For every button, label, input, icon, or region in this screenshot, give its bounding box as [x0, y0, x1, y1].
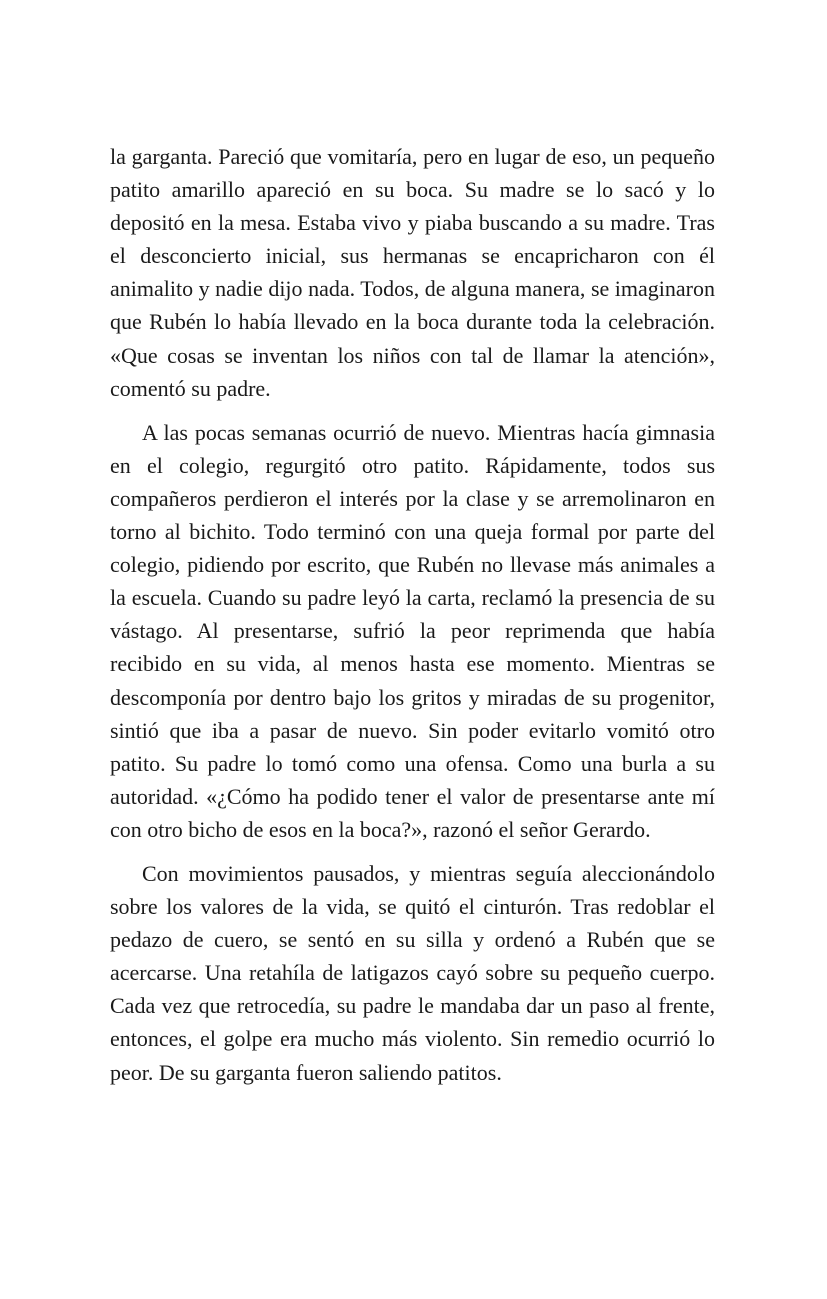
paragraph-1: la garganta. Pareció que vomitaría, pero en lugar de eso, un pequeño patito amarillo apareció en su boca. Su madre se lo sacó y lo depositó en la mesa. Estaba vivo y piaba buscando a su madre. Tras el desconcierto inicial, sus hermanas se encapricharon con él animalito y nadie dijo nada. Todos, de alguna manera, se imaginaron que Rubén lo había llevado en la boca durante toda la celebración. «Que cosas se inventan los niños con tal de llamar la atención», comentó su padre. [110, 144, 715, 401]
paragraph-2: A las pocas semanas ocurrió de nuevo. Mientras hacía gimnasia en el colegio, regurgitó otro patito. Rápidamente, todos sus compañeros perdieron el interés por la clase y se arremolinaron en torno al bichito. Todo terminó con una queja formal por parte del colegio, pidiendo por escrito, que Rubén no llevase más animales a la escuela. Cuando su padre leyó la carta, reclamó la presencia de su vástago. Al presentarse, sufrió la peor reprimenda que había recibido en su vida, al menos hasta ese momento. Mientras se descomponía por dentro bajo los gritos y miradas de su progenitor, sintió que iba a pasar de nuevo. Sin poder evitarlo vomitó otro patito. Su padre lo tomó como una ofensa. Como una burla a su autoridad. «¿Cómo ha podido tener el valor de presentarse ante mí con otro bicho de esos en la boca?», razonó el señor Gerardo. [110, 419, 715, 842]
book-page [110, 140, 715, 1100]
paragraph-3: Con movimientos pausados, y mientras seguía aleccionándolo sobre los valores de la vida, se quitó el cinturón. Tras redoblar el pedazo de cuero, se sentó en su silla y ordenó a Rubén que se acercarse. Una retahíla de latigazos cayó sobre su pequeño cuerpo. Cada vez que retrocedía, su padre le mandaba dar un paso al frente, entonces, el golpe era mucho más violento. Sin remedio ocurrió lo peor. De su garganta fueron saliendo patitos. [110, 860, 715, 1085]
